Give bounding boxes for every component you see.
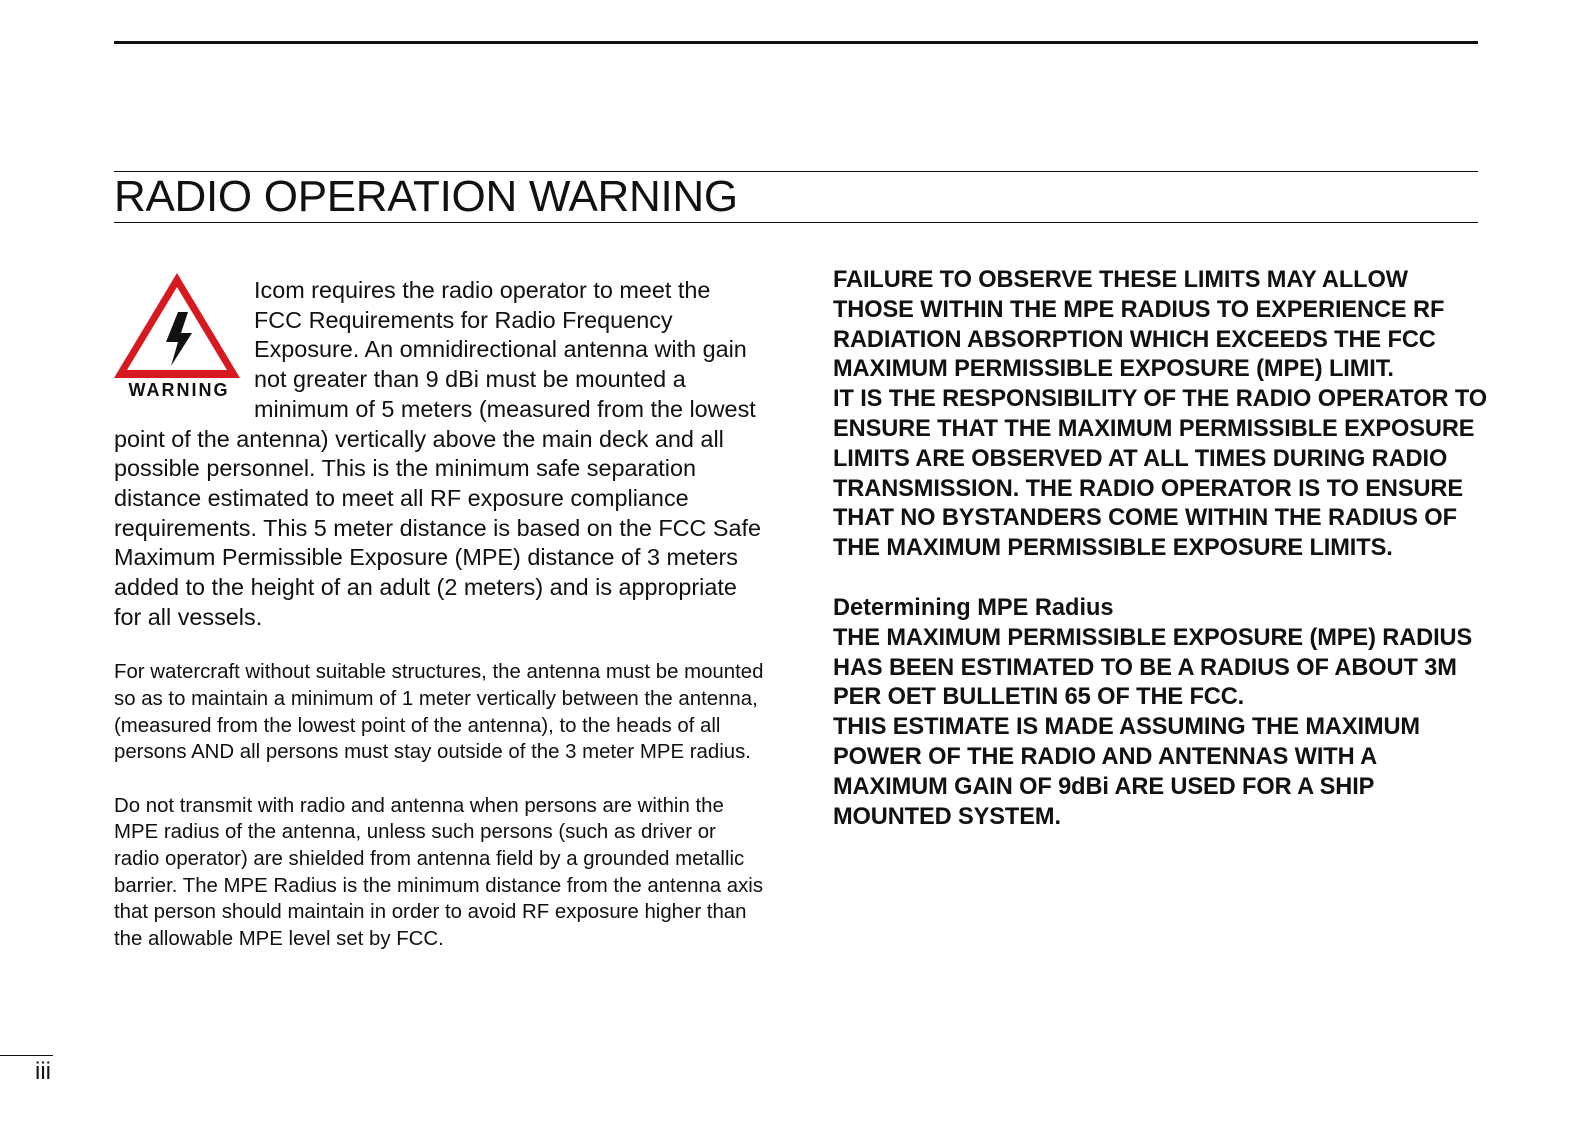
warning-label: WARNING: [128, 380, 230, 400]
header-rule: [114, 41, 1478, 44]
right-column: [833, 266, 1493, 832]
caps-warning-paragraph: FAILURE TO OBSERVE THESE LIMITS MAY ALLOW THOSE WITHIN THE MPE RADIUS TO EXPERIENCE RF RADIATION ABSORPTION WHICH EXCEEDS THE FCC MAXIMUM PERMISSIBLE EXPOSURE (MPE) LIMIT.: [833, 267, 1445, 383]
left-column: [114, 276, 764, 952]
watercraft-paragraph: For watercraft without suitable structures, the antenna must be mounted so as to maintain a minimum of 1 meter vertically between the antenna, (measured from the lowest point of the antenna), to the heads of all persons AND all persons must stay outside of the 3 meter MPE radius.: [114, 661, 764, 764]
page-title: RADIO OPERATION WARNING: [114, 172, 738, 221]
page-number: iii: [35, 1058, 51, 1085]
caps-responsibility-paragraph: IT IS THE RESPONSIBILITY OF THE RADIO OPERATOR TO ENSURE THAT THE MAXIMUM PERMISSIBLE EXPOSURE LIMITS ARE OBSERVED AT ALL TIMES DURING RADIO TRANSMISSION. THE RADIO OPERATOR IS TO ENSURE THAT NO BYSTANDERS COME WITHIN THE RADIUS OF THE MAXIMUM PERMISSIBLE EXPOSURE LIMITS.: [833, 386, 1488, 562]
electrical-hazard-triangle-icon: [114, 270, 244, 382]
page-number-rule: [0, 1055, 53, 1056]
title-rule-bottom: [114, 222, 1478, 223]
intro-paragraph: Icom requires the radio operator to meet the FCC Requirements for Radio Frequency Exposure. An omnidirectional antenna with gain not greater than 9 dBi must be mounted a minimum of 5 meters (measured from the lowest point of the antenna) vertically above the main deck and all possible personnel. This is the minimum safe separation distance estimated to meet all RF exposure compliance requirements. This 5 meter distance is based on the FCC Safe Maximum Permissible Exposure (MPE) distance of 3 meters added to the height of an adult (2 meters) and is appropriate for all vessels.: [114, 277, 762, 630]
caps-radius-paragraph: THE MAXIMUM PERMISSIBLE EXPOSURE (MPE) RADIUS HAS BEEN ESTIMATED TO BE A RADIUS OF ABOUT 3M PER OET BULLETIN 65 OF THE FCC.: [833, 624, 1473, 711]
transmit-paragraph: Do not transmit with radio and antenna when persons are within the MPE radius of the antenna, unless such persons (such as driver or radio operator) are shielded from antenna field by a grounded metallic barrier. The MPE Radius is the minimum distance from the antenna axis that person should maintain in order to avoid RF exposure higher than the allowable MPE level set by FCC.: [114, 794, 764, 950]
caps-estimate-paragraph: THIS ESTIMATE IS MADE ASSUMING THE MAXIMUM POWER OF THE RADIO AND ANTENNAS WITH A MAXIMUM GAIN OF 9dBi ARE USED FOR A SHIP MOUNTED SYSTEM.: [833, 714, 1420, 830]
warning-symbol: [114, 270, 244, 410]
mpe-radius-heading: Determining MPE Radius: [833, 594, 1114, 621]
